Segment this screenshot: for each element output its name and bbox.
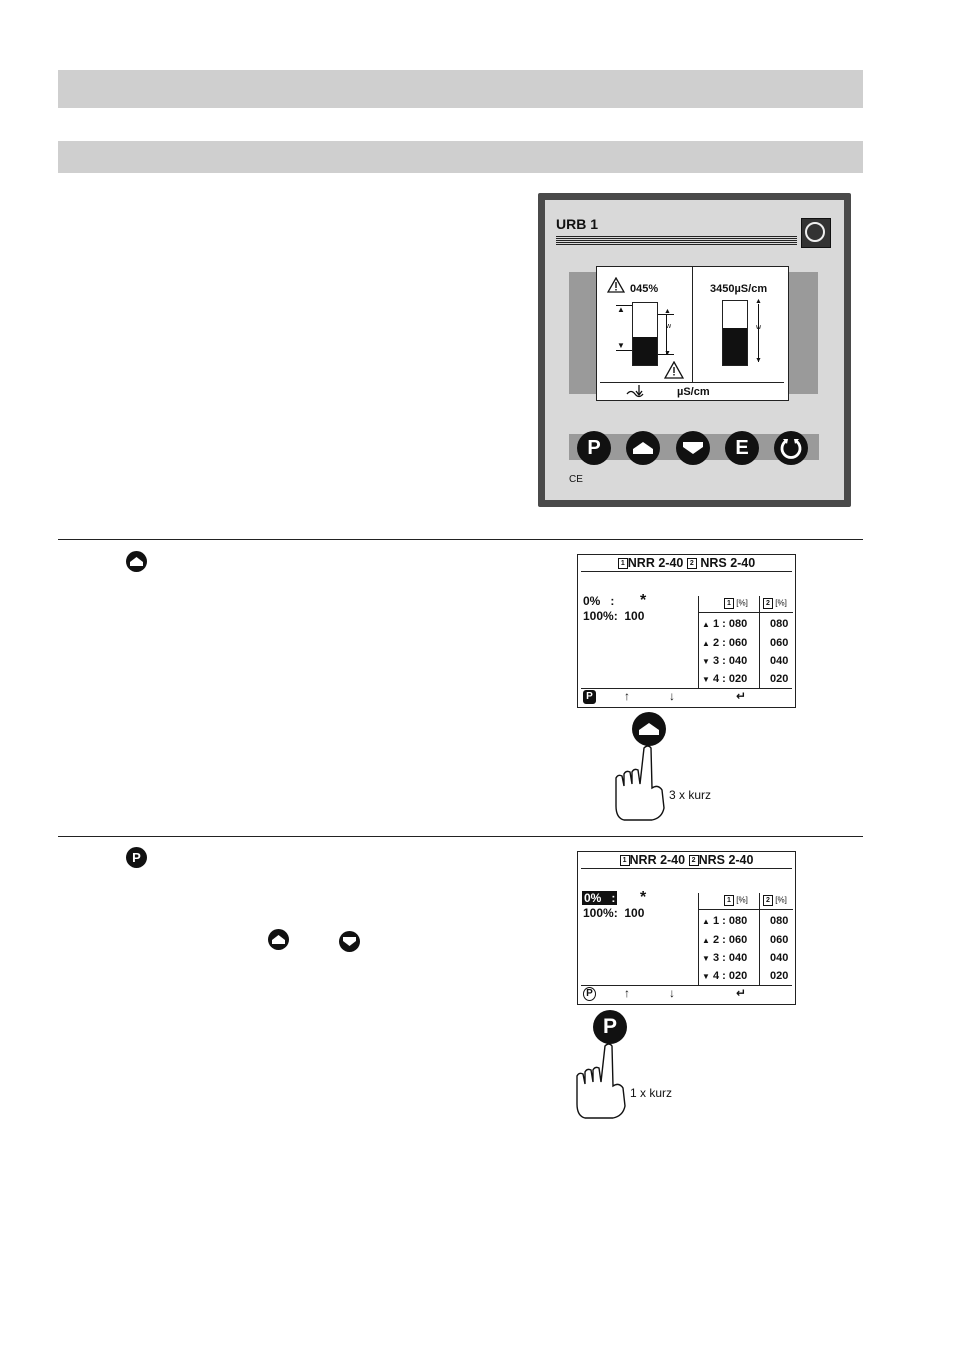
screen-step2 bbox=[577, 851, 796, 1005]
screen2-row-100pct: 100%: 100 bbox=[583, 906, 645, 920]
header-band-top bbox=[58, 70, 863, 108]
section-divider-2 bbox=[58, 836, 863, 837]
screen2-col1-header: 1 [%] bbox=[724, 895, 748, 906]
section-divider-1 bbox=[58, 539, 863, 540]
down-button-icon bbox=[681, 440, 705, 456]
device-e-button[interactable]: E bbox=[725, 431, 759, 465]
screen1-footer-rule bbox=[581, 688, 792, 689]
left-marker-high-arrow-icon: ▲ bbox=[617, 305, 625, 314]
screen1-row-100pct: 100%: 100 bbox=[583, 609, 645, 623]
left-bracket-arrow-top-icon: ▲ bbox=[664, 308, 671, 315]
table-row-value: 020 bbox=[770, 673, 789, 685]
table-row-value: 040 bbox=[770, 655, 789, 667]
right-w-label: w bbox=[756, 324, 762, 331]
display-divider-vertical bbox=[692, 267, 693, 383]
left-marker-low-arrow-icon: ▼ bbox=[617, 341, 625, 350]
step2-p-button-icon: P bbox=[126, 847, 147, 868]
device-title-stripes bbox=[556, 236, 797, 246]
screen2-title: 1 NRR 2-40 2 NRS 2-40 bbox=[578, 853, 795, 867]
right-bracket-vert bbox=[756, 304, 762, 362]
table-row-value: 080 bbox=[770, 618, 789, 630]
screen2-footer-up: ↑ bbox=[624, 986, 630, 1000]
device-down-button[interactable] bbox=[676, 431, 710, 465]
screen2-row-0pct-value: * bbox=[640, 889, 647, 906]
brand-logo-circle bbox=[805, 222, 825, 242]
press-caption-2: 1 x kurz bbox=[630, 1086, 673, 1100]
right-bracket-arrow-bottom-icon: ▼ bbox=[755, 357, 762, 364]
press-caption-1: 3 x kurz bbox=[669, 788, 712, 802]
table-row: ▼ 4 : 020 bbox=[702, 970, 748, 982]
device-up-button[interactable] bbox=[626, 431, 660, 465]
left-bracket-arrow-bottom-icon: ▼ bbox=[664, 350, 671, 357]
screen2-col2-header: 2 [%] bbox=[763, 895, 787, 906]
left-bracket-vert bbox=[666, 314, 667, 354]
screen1-footer-p: P bbox=[583, 689, 596, 704]
warning-icon-small bbox=[664, 361, 684, 379]
table-row: ▲ 1 : 080 bbox=[702, 915, 748, 927]
screen2-row-0pct: 0% : bbox=[584, 891, 616, 905]
device-title: URB 1 bbox=[556, 216, 599, 232]
pointing-hand-icon bbox=[573, 1042, 629, 1120]
screen1-title: 1 NRR 2-40 2 NRS 2-40 bbox=[578, 556, 795, 570]
screen1-footer-enter: ↵ bbox=[736, 689, 747, 703]
press-up-button bbox=[632, 712, 666, 746]
table-row: ▲ 1 : 080 bbox=[702, 618, 748, 630]
left-marker-low-icon bbox=[616, 350, 632, 351]
screen1-row-0pct-value: * bbox=[640, 592, 647, 609]
table-row-value: 060 bbox=[770, 637, 789, 649]
table-row-value: 080 bbox=[770, 915, 789, 927]
table-row: ▼ 3 : 040 bbox=[702, 655, 748, 667]
pointing-hand-icon bbox=[612, 744, 668, 822]
table-row-value: 020 bbox=[770, 970, 789, 982]
up-button-icon bbox=[637, 721, 661, 737]
ce-mark: CE bbox=[569, 474, 583, 485]
table-row-value: 060 bbox=[770, 934, 789, 946]
right-level-bar-fill bbox=[723, 328, 747, 365]
screen1-row-0pct: 0% : bbox=[583, 594, 615, 608]
step2-up-button-icon bbox=[268, 929, 289, 950]
display-right-value: 3450µS/cm bbox=[710, 283, 768, 295]
screen2-title-underline bbox=[581, 868, 792, 869]
right-bracket-arrow-top-icon: ▲ bbox=[755, 298, 762, 305]
screen1-footer-down: ↓ bbox=[669, 689, 675, 703]
left-level-bar-fill bbox=[633, 337, 657, 365]
device-panel-left bbox=[569, 272, 597, 394]
screen2-footer-rule bbox=[581, 985, 792, 986]
left-w-label: w bbox=[666, 323, 672, 330]
header-band-second bbox=[58, 141, 863, 173]
screen-step1 bbox=[577, 554, 796, 708]
screen2-table-header-rule bbox=[699, 909, 793, 910]
table-row: ▼ 4 : 020 bbox=[702, 673, 748, 685]
device-reset-button[interactable] bbox=[774, 431, 808, 465]
screen1-title-underline bbox=[581, 571, 792, 572]
display-divider-horizontal bbox=[600, 382, 784, 383]
table-row: ▲ 2 : 060 bbox=[702, 934, 748, 946]
table-row: ▼ 3 : 040 bbox=[702, 952, 748, 964]
screen2-table-left-border bbox=[698, 893, 699, 985]
screen2-footer-down: ↓ bbox=[669, 986, 675, 1000]
step2-down-button-icon bbox=[339, 931, 360, 952]
press-p-button: P bbox=[593, 1010, 627, 1044]
table-row: ▲ 2 : 060 bbox=[702, 637, 748, 649]
screen1-table-mid-border bbox=[759, 596, 760, 688]
step1-up-button-icon bbox=[126, 551, 147, 572]
blowdown-valve-icon bbox=[626, 384, 650, 398]
device-panel-right bbox=[789, 272, 818, 394]
screen1-col2-header: 2 [%] bbox=[763, 598, 787, 609]
up-button-icon bbox=[631, 440, 655, 456]
screen1-col1-header: 1 [%] bbox=[724, 598, 748, 609]
table-row-value: 040 bbox=[770, 952, 789, 964]
screen2-table-mid-border bbox=[759, 893, 760, 985]
screen2-footer-enter: ↵ bbox=[736, 986, 747, 1000]
reset-icon bbox=[779, 436, 803, 460]
screen1-footer-up: ↑ bbox=[624, 689, 630, 703]
display-left-value: 045% bbox=[630, 283, 659, 295]
screen2-footer-p: P bbox=[583, 986, 596, 1001]
screen1-table-header-rule bbox=[699, 612, 793, 613]
device-p-button[interactable]: P bbox=[577, 431, 611, 465]
screen1-table-left-border bbox=[698, 596, 699, 688]
warning-icon bbox=[607, 277, 625, 293]
display-bottom-unit: µS/cm bbox=[677, 386, 710, 398]
